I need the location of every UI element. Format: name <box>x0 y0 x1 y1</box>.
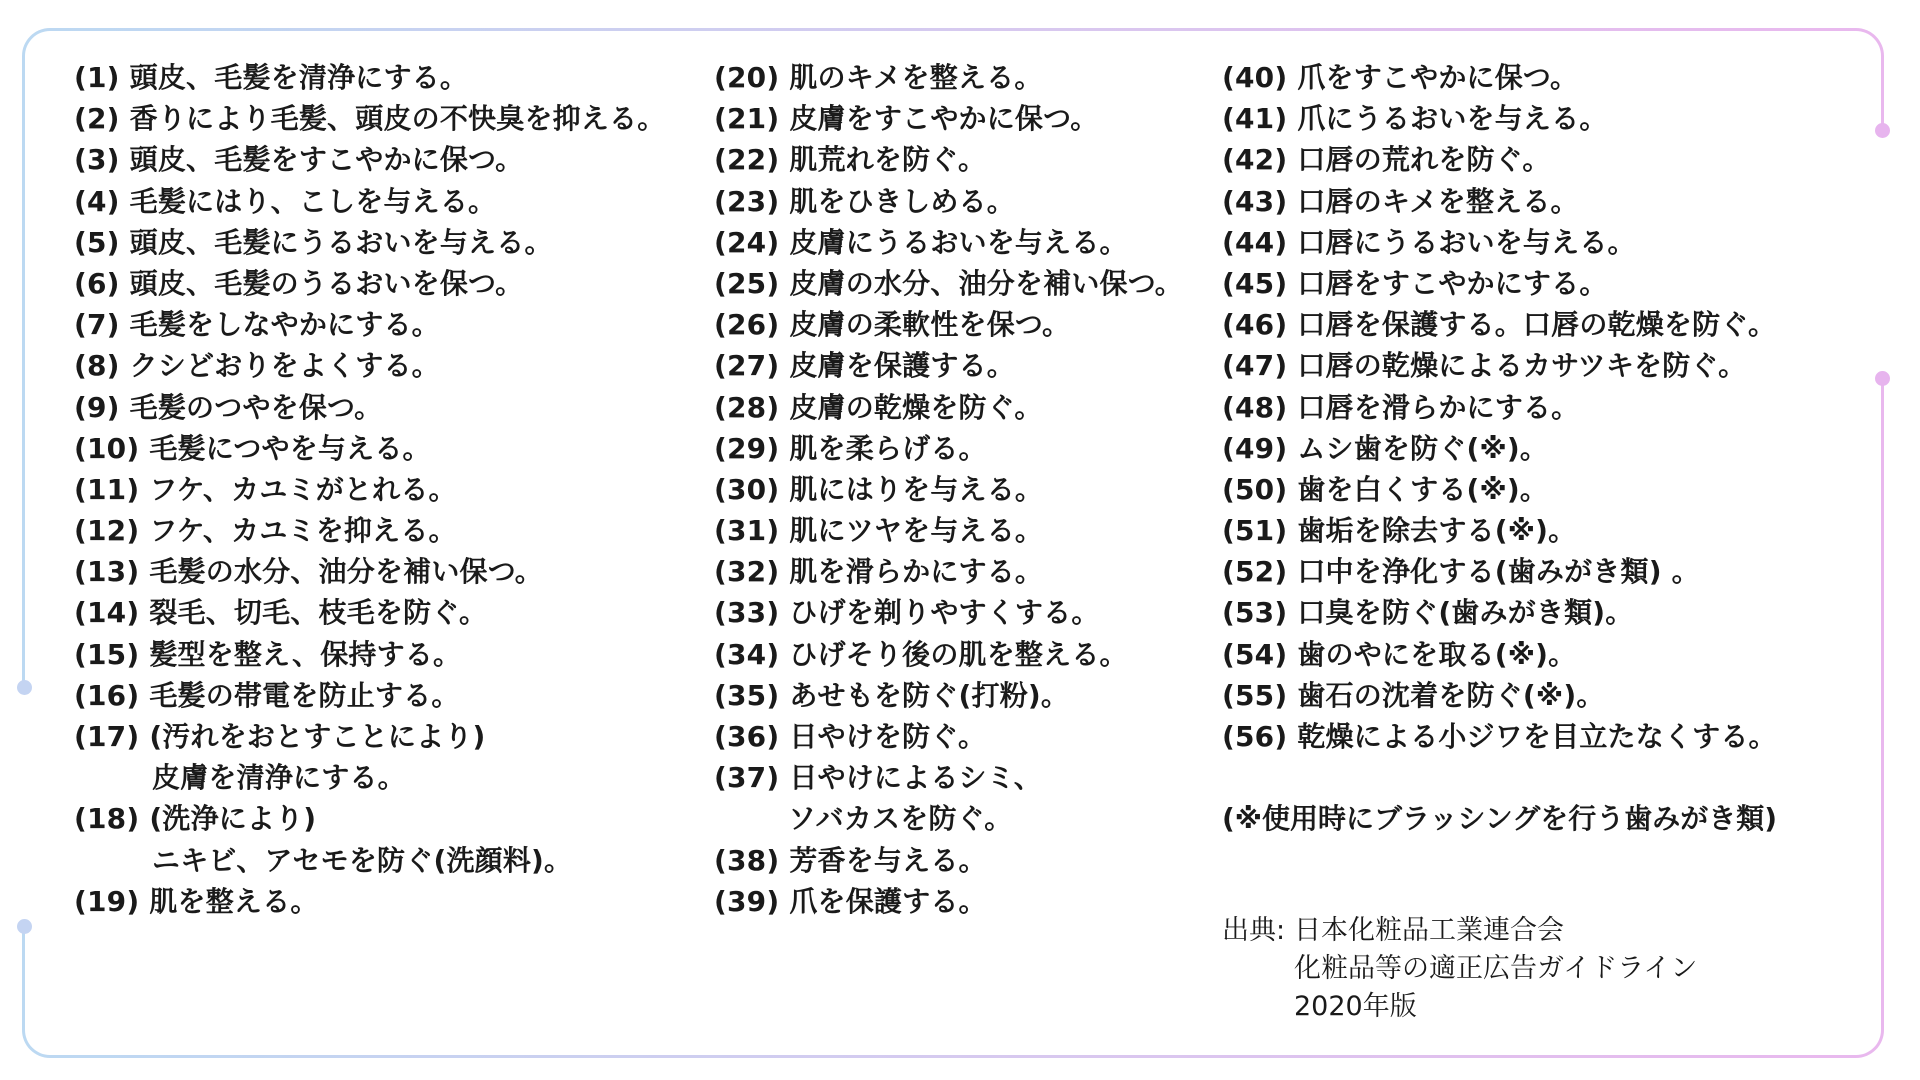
efficacy-item-number: (31) <box>714 514 780 548</box>
efficacy-item-label: 頭皮、毛髪のうるおいを保つ。 <box>129 266 524 300</box>
efficacy-item-label: 爪を保護する。 <box>789 884 987 918</box>
efficacy-item-text <box>714 98 1183 139</box>
efficacy-item-text <box>74 716 665 757</box>
efficacy-item-label: 毛髪の水分、油分を補い保つ。 <box>149 555 543 589</box>
efficacy-item-number: (25) <box>714 266 780 300</box>
efficacy-item <box>1222 304 1777 345</box>
efficacy-item-number: (43) <box>1222 184 1288 218</box>
efficacy-item <box>714 551 1183 592</box>
efficacy-item-number: (32) <box>714 555 780 589</box>
efficacy-item-label: 毛髪をしなやかにする。 <box>129 308 440 342</box>
efficacy-item-label: 爪をすこやかに保つ。 <box>1297 61 1579 94</box>
efficacy-item-label: 肌をひきしめる。 <box>789 184 1015 218</box>
efficacy-item-label: 口唇の荒れを防ぐ。 <box>1297 143 1551 177</box>
efficacy-item-number: (4) <box>74 184 120 218</box>
efficacy-item <box>1222 57 1777 98</box>
source-edition: 2020年版 <box>1294 991 1417 1022</box>
efficacy-item-number: (30) <box>714 472 780 506</box>
efficacy-item-label: クシどおりをよくする。 <box>129 349 440 383</box>
efficacy-item-number: (27) <box>714 349 780 383</box>
efficacy-item-text <box>74 387 665 428</box>
efficacy-item <box>74 181 665 222</box>
efficacy-item <box>714 222 1183 263</box>
efficacy-item-text <box>714 675 1183 716</box>
efficacy-item-label: 頭皮、毛髪をすこやかに保つ。 <box>129 143 524 177</box>
efficacy-item-number: (48) <box>1222 390 1288 424</box>
efficacy-item-label: 肌を柔らげる。 <box>789 431 987 465</box>
efficacy-item-label: 口唇を滑らかにする。 <box>1297 390 1580 424</box>
efficacy-item-text <box>74 428 665 469</box>
efficacy-item-text <box>714 345 1183 386</box>
efficacy-item-number: (8) <box>74 349 120 383</box>
source-organization: 日本化粧品工業連合会 <box>1294 915 1564 946</box>
efficacy-item-label: ムシ歯を防ぐ(※)。 <box>1297 431 1549 465</box>
efficacy-item <box>1222 428 1777 469</box>
efficacy-item-number: (14) <box>74 596 140 630</box>
efficacy-item-label: 口唇にうるおいを与える。 <box>1297 225 1636 259</box>
efficacy-item-number: (44) <box>1222 225 1288 259</box>
efficacy-item-number: (41) <box>1222 102 1288 136</box>
efficacy-item <box>1222 634 1777 675</box>
efficacy-item-label: 口臭を防ぐ(歯みがき類)。 <box>1297 596 1634 630</box>
efficacy-item <box>74 592 665 633</box>
efficacy-item-label: ひげを剃りやすくする。 <box>789 596 1100 630</box>
efficacy-item-number: (18) <box>74 802 140 836</box>
efficacy-item-text <box>74 263 665 304</box>
efficacy-item-number: (16) <box>74 678 140 712</box>
efficacy-item <box>714 139 1183 180</box>
efficacy-item-number: (50) <box>1222 472 1288 506</box>
frame-dot-right-upper <box>1875 123 1890 138</box>
efficacy-item-number: (56) <box>1222 720 1288 753</box>
efficacy-item-text <box>74 881 665 922</box>
efficacy-item-text <box>1222 222 1777 263</box>
efficacy-item-number: (53) <box>1222 596 1288 630</box>
efficacy-item-number: (1) <box>74 61 120 94</box>
efficacy-item <box>1222 98 1777 139</box>
efficacy-item <box>714 840 1183 881</box>
efficacy-item <box>1222 592 1777 633</box>
efficacy-item-text <box>74 57 665 98</box>
efficacy-item-label: 頭皮、毛髪にうるおいを与える。 <box>129 225 553 259</box>
efficacy-item-text <box>1222 551 1777 592</box>
efficacy-item-label: 日やけを防ぐ。 <box>789 720 987 753</box>
efficacy-item <box>714 98 1183 139</box>
efficacy-item <box>74 551 665 592</box>
efficacy-item-label: 肌のキメを整える。 <box>789 61 1043 94</box>
efficacy-item-number: (34) <box>714 637 780 671</box>
efficacy-item <box>1222 551 1777 592</box>
efficacy-item-number: (20) <box>714 61 780 94</box>
efficacy-item-text <box>1222 387 1777 428</box>
efficacy-item-text <box>714 139 1183 180</box>
efficacy-item <box>1222 222 1777 263</box>
efficacy-item-number: (6) <box>74 266 120 300</box>
efficacy-item <box>74 716 665 798</box>
efficacy-item-number: (40) <box>1222 61 1288 94</box>
frame-dot-right-lower <box>1875 371 1890 386</box>
efficacy-item-text <box>714 428 1183 469</box>
efficacy-item-number: (5) <box>74 225 120 259</box>
efficacy-item-text <box>714 840 1183 881</box>
efficacy-item <box>1222 139 1777 180</box>
efficacy-item-label: 皮膚の柔軟性を保つ。 <box>789 308 1071 342</box>
source-document-title: 化粧品等の適正広告ガイドライン <box>1294 953 1698 984</box>
efficacy-item-number: (12) <box>74 514 140 548</box>
efficacy-item-text <box>714 57 1183 98</box>
efficacy-item-text <box>714 881 1183 922</box>
efficacy-item-text <box>74 798 665 839</box>
efficacy-item <box>714 716 1183 757</box>
efficacy-item-number: (11) <box>74 472 140 506</box>
efficacy-item-label: 口唇のキメを整える。 <box>1297 184 1579 218</box>
efficacy-item-text <box>714 510 1183 551</box>
efficacy-item-label: 芳香を与える。 <box>789 843 987 877</box>
efficacy-item-text <box>74 304 665 345</box>
efficacy-item-label: 乾燥による小ジワを目立たなくする。 <box>1297 720 1777 753</box>
efficacy-item <box>74 387 665 428</box>
efficacy-item-label: あせもを防ぐ(打粉)。 <box>789 678 1070 712</box>
efficacy-item-text <box>74 139 665 180</box>
efficacy-item <box>714 387 1183 428</box>
efficacy-item-number: (15) <box>74 637 140 671</box>
efficacy-item-number: (28) <box>714 390 780 424</box>
efficacy-item-number: (17) <box>74 720 140 753</box>
efficacy-list-column-3 <box>1222 57 1777 757</box>
efficacy-item-number: (38) <box>714 843 780 877</box>
frame-gap-right <box>1876 136 1888 376</box>
efficacy-item-label: 裂毛、切毛、枝毛を防ぐ。 <box>149 596 488 630</box>
efficacy-item <box>714 428 1183 469</box>
efficacy-item-label: 口唇の乾燥によるカサツキを防ぐ。 <box>1297 349 1747 383</box>
efficacy-item-text <box>714 757 1183 798</box>
efficacy-item-continuation: ソバカスを防ぐ。 <box>788 802 1013 836</box>
efficacy-list-column-1 <box>74 57 665 922</box>
efficacy-item <box>74 98 665 139</box>
efficacy-item-text <box>714 469 1183 510</box>
efficacy-item-text <box>1222 304 1777 345</box>
efficacy-item-label: 肌荒れを防ぐ。 <box>789 143 987 177</box>
efficacy-item <box>1222 387 1777 428</box>
efficacy-item-label: 口唇を保護する。口唇の乾燥を防ぐ。 <box>1297 308 1777 342</box>
efficacy-item <box>1222 675 1777 716</box>
efficacy-item-label: 肌を整える。 <box>149 884 319 918</box>
efficacy-item-label: 皮膚にうるおいを与える。 <box>789 225 1128 259</box>
efficacy-item-text <box>714 592 1183 633</box>
efficacy-item-number: (33) <box>714 596 780 630</box>
efficacy-item-label: 毛髪の帯電を防止する。 <box>149 678 460 712</box>
efficacy-item-label: 頭皮、毛髪を清浄にする。 <box>129 61 469 94</box>
efficacy-item-text <box>1222 345 1777 386</box>
efficacy-item-text <box>714 263 1183 304</box>
efficacy-item-number: (19) <box>74 884 140 918</box>
efficacy-item <box>74 510 665 551</box>
efficacy-item-text <box>74 345 665 386</box>
efficacy-item-text <box>74 592 665 633</box>
efficacy-item-number: (9) <box>74 390 120 424</box>
efficacy-item-number: (10) <box>74 431 140 465</box>
efficacy-item-text <box>714 551 1183 592</box>
efficacy-item-label: 髪型を整え、保持する。 <box>149 637 462 671</box>
efficacy-item <box>74 304 665 345</box>
efficacy-item-text <box>1222 263 1777 304</box>
efficacy-item-text <box>74 469 665 510</box>
efficacy-item <box>74 139 665 180</box>
efficacy-item-continuation: ニキビ、アセモを防ぐ(洗顔料)。 <box>152 843 573 877</box>
efficacy-item-label: 皮膚の水分、油分を補い保つ。 <box>789 266 1183 300</box>
efficacy-item <box>714 757 1183 839</box>
efficacy-item-text <box>74 675 665 716</box>
efficacy-item <box>1222 510 1777 551</box>
efficacy-item-label: 毛髪のつやを保つ。 <box>129 390 383 424</box>
efficacy-item-text <box>714 304 1183 345</box>
efficacy-item-number: (47) <box>1222 349 1288 383</box>
efficacy-item-text <box>1222 181 1777 222</box>
efficacy-item <box>1222 263 1777 304</box>
efficacy-item-number: (51) <box>1222 514 1288 548</box>
efficacy-item-text <box>74 98 665 139</box>
source-citation <box>1222 912 1697 1026</box>
efficacy-item-label: ひげそり後の肌を整える。 <box>789 637 1128 671</box>
efficacy-item <box>714 181 1183 222</box>
efficacy-item-label: 口唇をすこやかにする。 <box>1297 266 1608 300</box>
efficacy-item <box>714 57 1183 98</box>
efficacy-item <box>714 592 1183 633</box>
efficacy-item-text <box>1222 98 1777 139</box>
efficacy-item-number: (46) <box>1222 308 1288 342</box>
efficacy-item-number: (36) <box>714 720 780 753</box>
frame-gap-left <box>19 690 31 926</box>
efficacy-item <box>74 57 665 98</box>
efficacy-item-text <box>74 510 665 551</box>
efficacy-item <box>74 263 665 304</box>
efficacy-item-text <box>714 387 1183 428</box>
efficacy-item-number: (21) <box>714 102 780 136</box>
efficacy-item-label: 毛髪につやを与える。 <box>149 431 431 465</box>
efficacy-item-number: (52) <box>1222 555 1288 589</box>
efficacy-item <box>714 469 1183 510</box>
efficacy-item-text <box>1222 139 1777 180</box>
efficacy-item <box>714 263 1183 304</box>
efficacy-item-number: (35) <box>714 678 780 712</box>
efficacy-item-number: (29) <box>714 431 780 465</box>
efficacy-item-label: 皮膚を保護する。 <box>789 349 1015 383</box>
efficacy-item <box>1222 181 1777 222</box>
efficacy-item-text <box>1222 469 1777 510</box>
efficacy-item <box>74 881 665 922</box>
source-label: 出典: <box>1222 915 1286 946</box>
efficacy-item-label: 歯石の沈着を防ぐ(※)。 <box>1297 678 1605 712</box>
efficacy-item <box>74 798 665 880</box>
efficacy-item <box>74 675 665 716</box>
efficacy-item-number: (2) <box>74 102 120 136</box>
efficacy-item <box>74 222 665 263</box>
efficacy-item-label: 毛髪にはり、こしを与える。 <box>129 184 497 218</box>
efficacy-item-label: 歯を白くする(※)。 <box>1297 472 1549 506</box>
efficacy-item-text <box>714 222 1183 263</box>
efficacy-item <box>1222 469 1777 510</box>
efficacy-item-text <box>1222 510 1777 551</box>
efficacy-item-text <box>1222 634 1777 675</box>
efficacy-item-text <box>1222 716 1777 757</box>
efficacy-item <box>714 634 1183 675</box>
efficacy-item-text <box>1222 675 1777 716</box>
toothpaste-note: (※使用時にブラッシングを行う歯みがき類) <box>1222 802 1777 835</box>
efficacy-item-number: (55) <box>1222 678 1288 712</box>
efficacy-item-text <box>1222 592 1777 633</box>
efficacy-item-label: (汚れをおとすことにより) <box>149 720 486 753</box>
efficacy-item-label: 肌にはりを与える。 <box>789 472 1044 506</box>
efficacy-item-label: フケ、カユミを抑える。 <box>149 514 457 548</box>
efficacy-item <box>714 510 1183 551</box>
efficacy-item-number: (42) <box>1222 143 1288 177</box>
efficacy-item-text <box>74 634 665 675</box>
efficacy-item-label: 歯垢を除去する(※)。 <box>1297 514 1577 548</box>
efficacy-item-label: フケ、カユミがとれる。 <box>149 472 457 506</box>
efficacy-item-label: 口中を浄化する(歯みがき類) 。 <box>1297 555 1700 589</box>
efficacy-item-number: (49) <box>1222 431 1288 465</box>
efficacy-item-label: 日やけによるシミ、 <box>789 761 1042 795</box>
efficacy-item-label: 歯のやにを取る(※)。 <box>1297 637 1577 671</box>
efficacy-item-label: (洗浄により) <box>149 802 317 836</box>
efficacy-item-number: (13) <box>74 555 140 589</box>
efficacy-item <box>74 345 665 386</box>
efficacy-item <box>714 675 1183 716</box>
efficacy-item-label: 皮膚をすこやかに保つ。 <box>789 102 1099 136</box>
efficacy-item-number: (26) <box>714 308 780 342</box>
efficacy-item <box>74 469 665 510</box>
efficacy-item-number: (45) <box>1222 266 1288 300</box>
efficacy-item-number: (37) <box>714 761 780 795</box>
frame-dot-left-upper <box>17 680 32 695</box>
efficacy-item-label: 肌にツヤを与える。 <box>789 514 1044 548</box>
efficacy-item-number: (22) <box>714 143 780 177</box>
efficacy-item-label: 爪にうるおいを与える。 <box>1297 102 1608 136</box>
efficacy-item-text <box>74 222 665 263</box>
efficacy-item <box>714 881 1183 922</box>
efficacy-item-text <box>1222 57 1777 98</box>
efficacy-item-text <box>714 634 1183 675</box>
efficacy-item-number: (3) <box>74 143 120 177</box>
frame-dot-left-lower <box>17 919 32 934</box>
efficacy-item-label: 肌を滑らかにする。 <box>789 555 1044 589</box>
efficacy-item-number: (54) <box>1222 637 1288 671</box>
efficacy-item-number: (24) <box>714 225 780 259</box>
efficacy-list-column-2 <box>714 57 1183 922</box>
efficacy-item-text <box>1222 428 1777 469</box>
efficacy-item <box>714 345 1183 386</box>
efficacy-item <box>74 634 665 675</box>
efficacy-item <box>714 304 1183 345</box>
efficacy-item-text <box>714 181 1183 222</box>
efficacy-item <box>74 428 665 469</box>
efficacy-item-text <box>74 181 665 222</box>
efficacy-item-label: 香りにより毛髪、頭皮の不快臭を抑える。 <box>129 102 666 136</box>
efficacy-item-continuation: 皮膚を清浄にする。 <box>152 761 406 795</box>
efficacy-item <box>1222 345 1777 386</box>
efficacy-item-text <box>74 551 665 592</box>
efficacy-item <box>1222 716 1777 757</box>
efficacy-item-text <box>714 716 1183 757</box>
efficacy-item-label: 皮膚の乾燥を防ぐ。 <box>789 390 1043 424</box>
efficacy-item-number: (39) <box>714 884 780 918</box>
efficacy-item-number: (7) <box>74 308 120 342</box>
efficacy-item-number: (23) <box>714 184 780 218</box>
